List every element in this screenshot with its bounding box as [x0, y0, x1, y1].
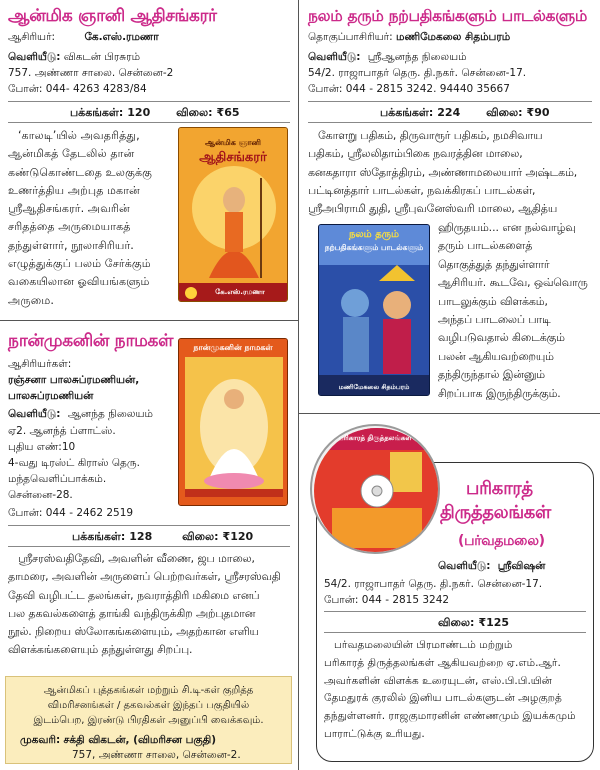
- cd-title-line1: பரிகாரத்: [466, 478, 533, 499]
- pages-value: 224: [437, 106, 461, 119]
- price-label: விலை:: [176, 106, 213, 119]
- price-label: விலை:: [486, 106, 523, 119]
- compiler-label: தொகுப்பாசிரியர்:: [308, 31, 393, 43]
- book-title: ஆன்மிக ஞானி ஆதிசங்கரர்: [8, 6, 217, 26]
- author-name: பாலசுப்ரமணியன்: [8, 390, 94, 402]
- book-description: [8, 127, 178, 310]
- author-name-1: [8, 373, 139, 388]
- disc-illustration: [312, 426, 440, 554]
- description-line: தாமரை, அவளின் அருளைப் பெற்றவர்கள், ஸ்ரீசரஸ்வதி: [8, 570, 281, 584]
- publisher-address: 54/2. ராஜாபாதர் தெரு. தி.நகர். சென்னை-17.: [308, 67, 527, 79]
- price-value: ₹120: [222, 530, 254, 543]
- author-label: ஆசிரியர்:: [8, 31, 56, 43]
- price-value: ₹90: [526, 106, 550, 119]
- publisher-name: ஸ்ரீவிஷன்: [497, 560, 546, 572]
- description-line: தேமதுரக் குரலில் இனிய பாடல்களுடன் அழகுறத்: [324, 692, 562, 705]
- price-value: ₹125: [478, 616, 510, 629]
- description-line: அவர்களின் விளக்க உரையுடன், எஸ்.பி.பி.யின்: [324, 674, 552, 687]
- description-line: தேவி வழிபட்ட தலங்கள், நவராத்திரி மகிமை எனப்: [8, 588, 260, 602]
- notice-line: இடம்பெற, இரண்டு பிரதிகள் அனுப்பி வைக்கவும்.: [33, 715, 264, 726]
- description-line: வழிபடுவதால் கிடைக்கும்: [438, 331, 565, 345]
- cd-title-line2: திருத்தலங்கள்: [440, 502, 551, 523]
- publisher-name: ஸ்ரீஆனந்த நிலையம்: [367, 51, 467, 63]
- stats-line: [70, 106, 244, 121]
- publisher-name: ஆனந்த நிலையம்: [67, 408, 153, 420]
- stats-rule-top: [8, 525, 290, 526]
- description-line: ஆன்மிகத் தேடலில் தான்: [8, 147, 135, 161]
- stats-rule-top: [8, 101, 290, 102]
- description-line: ஆசிரியர். கூடவே, ஒவ்வொரு: [438, 276, 588, 290]
- stats-rule-bottom: [8, 122, 290, 123]
- stats-line: [380, 106, 554, 121]
- price-value: ₹65: [216, 106, 240, 119]
- publisher-address: 54/2. ராஜாபாதர் தெரு. தி.நகர். சென்னை-17.: [324, 578, 543, 590]
- description-line: கனகதாரா ஸ்தோத்திரம், அண்ணாமலையார் அஷ்டகம்,: [308, 165, 578, 179]
- description-line: பர்வதமலையின் பிரமாண்டம் மற்றும்: [334, 639, 513, 651]
- address-line: புதிய எண்:10: [8, 441, 76, 453]
- cover-title-text: நான்முகனின் நாமகள்: [193, 343, 273, 352]
- description-line: பல தகவல்களைத் தாங்கி வந்திருக்கிற அற்புதமான: [8, 606, 256, 620]
- publisher-phone: போன்: 044- 4263 4283/84: [8, 83, 147, 95]
- stats-rule-bottom: [8, 546, 290, 547]
- author-name: ரஞ்சனா பாலசுப்ரமணியன்,: [8, 374, 140, 386]
- book-cover-image: [178, 338, 288, 506]
- compiler-name: மணிமேகலை சிதம்பரம்: [396, 31, 511, 43]
- publisher-label: வெளியீடு:: [438, 560, 491, 572]
- description-line: தந்துள்ளார், நூலாசிரியர்.: [8, 238, 134, 252]
- description-line: ஸ்ரீஅபிராமி துதி, ஸ்ரீபுவனேஸ்வரி மாலை, ஆதித்ய: [308, 202, 558, 216]
- publisher-label: வெளியீடு:: [308, 51, 361, 63]
- pages-label: பக்கங்கள்:: [380, 106, 434, 119]
- author-name-2: [8, 389, 93, 404]
- publisher-address: [8, 423, 140, 503]
- author-line: [8, 30, 159, 45]
- description-line: அருமை.: [8, 293, 54, 307]
- pages-value: 120: [127, 106, 151, 119]
- author-label: ஆசிரியர்கள்:: [8, 358, 72, 370]
- notice-address: [20, 733, 241, 763]
- book-title: நான்முகனின் நாமகள்: [8, 331, 174, 351]
- description-line: தந்திருந்தால் இன்னும்: [438, 368, 545, 382]
- address-name: சக்தி விகடன், (விமரிசன பகுதி): [63, 734, 217, 746]
- description-line: தரும் பாடல்களைத்: [438, 239, 533, 253]
- description-line: சரிதத்தை அருமையாகத்: [8, 220, 131, 234]
- right-section-divider: [299, 413, 600, 414]
- description-line: சிறப்பாக இருந்திருக்கும்.: [438, 386, 561, 400]
- pages-label: பக்கங்கள்:: [70, 106, 124, 119]
- description-line: பாராட்டுக்கு உரியது.: [324, 727, 425, 740]
- publisher-line: [438, 559, 545, 574]
- address-line: ஏ2. ஆனந்த் ப்ளாட்ஸ்.: [8, 425, 116, 437]
- address-label: முகவரி:: [20, 734, 61, 746]
- description-line: விளக்கங்களையும் தந்துள்ளது சிறப்பு.: [8, 643, 193, 657]
- book-title: நலம் தரும் நற்பதிகங்களும் பாடல்களும்: [308, 7, 588, 25]
- stats-rule-top: [308, 101, 592, 102]
- book-description-continued: [438, 219, 596, 403]
- cover-author-text: மணிமேகலை சிதம்பரம்: [338, 383, 410, 391]
- description-line: கோளறு பதிகம், திருவாரூர் பதிகம், நமசிவாய: [318, 129, 543, 142]
- description-line: ஸ்ரீசரஸ்வதிதேவி, அவளின் வீணை, ஜப மாலை,: [18, 552, 255, 565]
- pages-value: 128: [129, 530, 153, 543]
- description-line: வகையிலான ஓவியங்களும்: [8, 275, 150, 289]
- publisher-label: வெளியீடு:: [8, 408, 61, 420]
- book-cover-image: [178, 127, 288, 302]
- description-line: தந்துள்ளனர். ராஜகுமாரனின் எண்ணமும் இயக்கமும்: [324, 710, 576, 723]
- publisher-phone: போன்: 044 - 2462 2519: [8, 507, 134, 519]
- pages-label: பக்கங்கள்:: [72, 530, 126, 543]
- publisher-label: வெளியீடு:: [8, 51, 61, 63]
- description-line: தொகுத்துத் தந்துள்ளார்: [438, 257, 550, 271]
- cover-title-text: நற்பதிகங்களும் பாடல்களும்: [324, 243, 424, 252]
- book-description: [8, 550, 292, 660]
- cd-description: [324, 637, 590, 744]
- price-rule-top: [324, 611, 586, 612]
- stats-rule-bottom: [308, 122, 592, 123]
- publisher-name: விகடன் பிரசுரம்: [63, 51, 141, 63]
- book-description: [308, 127, 596, 218]
- publisher-line: [8, 50, 140, 65]
- description-line: ஸ்ரீஆதிசங்கரர். அவரின்: [8, 202, 130, 216]
- stats-line: [72, 530, 257, 545]
- publisher-line: [8, 407, 153, 422]
- notice-text: [6, 683, 291, 728]
- publisher-line: [308, 50, 467, 65]
- cover-illustration: [179, 339, 288, 506]
- price-label: விலை:: [182, 530, 219, 543]
- disc-label-text: பரிகாரத் திருத்தலங்கள்: [338, 434, 412, 442]
- description-line: பலன் ஆகியவற்றையும்: [438, 349, 554, 363]
- book-cover-image: [318, 224, 430, 396]
- description-line: ஹிருதயம்... என நல்வாழ்வு: [438, 221, 576, 234]
- address-line: சென்னை-28.: [8, 489, 73, 501]
- address-line: மந்தவெளிப்பாக்கம்.: [8, 473, 107, 485]
- cd-subtitle: (பர்வதமலை): [458, 533, 545, 549]
- column-divider: [298, 0, 299, 770]
- cover-top-text: ஆன்மிக ஞானி: [205, 138, 261, 147]
- price-rule-bottom: [324, 632, 586, 633]
- publisher-phone: போன்: 044 - 2815 3242: [324, 594, 450, 606]
- author-name: கே.எஸ்.ரமணா: [84, 31, 159, 43]
- price-line: [438, 616, 513, 631]
- compiler-line: [308, 30, 510, 45]
- description-line: அந்தப் பாடலைப் பாடி: [438, 313, 551, 327]
- description-line: பாடலுக்கும் விளக்கம்,: [438, 294, 548, 308]
- cd-disc-image: [310, 424, 440, 554]
- cover-title-text: ஆதிசங்கரர்: [199, 150, 267, 165]
- publisher-phone: போன்: 044 - 2815 3242. 94440 35667: [308, 83, 510, 95]
- notice-line: ஆன்மிகப் புத்தகங்கள் மற்றும் சி.டி-கள் குறித்த: [43, 685, 254, 696]
- submission-notice: [5, 676, 292, 764]
- description-line: பட்டினத்தார் பாடல்கள், நவக்கிரகப் பாடல்கள்,: [308, 183, 536, 197]
- description-line: கண்டுகொண்டதை உலகுக்கு: [8, 165, 153, 179]
- price-label: விலை:: [438, 616, 475, 629]
- description-line: நூல். நிறைய ஸ்லோகங்களையும், அதற்கான எளிய: [8, 625, 259, 639]
- description-line: பரிகாரத் திருத்தலங்கள் ஆகியவற்றை ஏ.எம்.ஆர்.: [324, 656, 561, 669]
- description-line: பதிகம், ஸ்ரீலலிதாம்பிகை நவரத்தின மாலை,: [308, 147, 523, 161]
- notice-line: விமரிசனங்கள் / தகவல்கள் இந்தப் பகுதியில்: [47, 700, 250, 711]
- address-line: 4-வது டிரஸ்ட் கிராஸ் தெரு.: [8, 457, 140, 469]
- cover-author-text: கே.எஸ்.ரமணா: [215, 288, 265, 296]
- address-street: 757, அண்ணா சாலை, சென்னை-2.: [72, 749, 241, 761]
- publisher-address: 757. அண்ணா சாலை. சென்னை-2: [8, 67, 174, 79]
- description-line: ‘காலடி’யில் அவதரித்து,: [18, 129, 140, 142]
- cover-top-text: நலம் தரும்: [348, 229, 400, 240]
- description-line: எழுத்துக்குப் பலம் சேர்க்கும்: [8, 257, 151, 271]
- left-section-divider: [0, 320, 298, 321]
- description-line: உணர்த்திய அற்புத மகான்: [8, 183, 140, 197]
